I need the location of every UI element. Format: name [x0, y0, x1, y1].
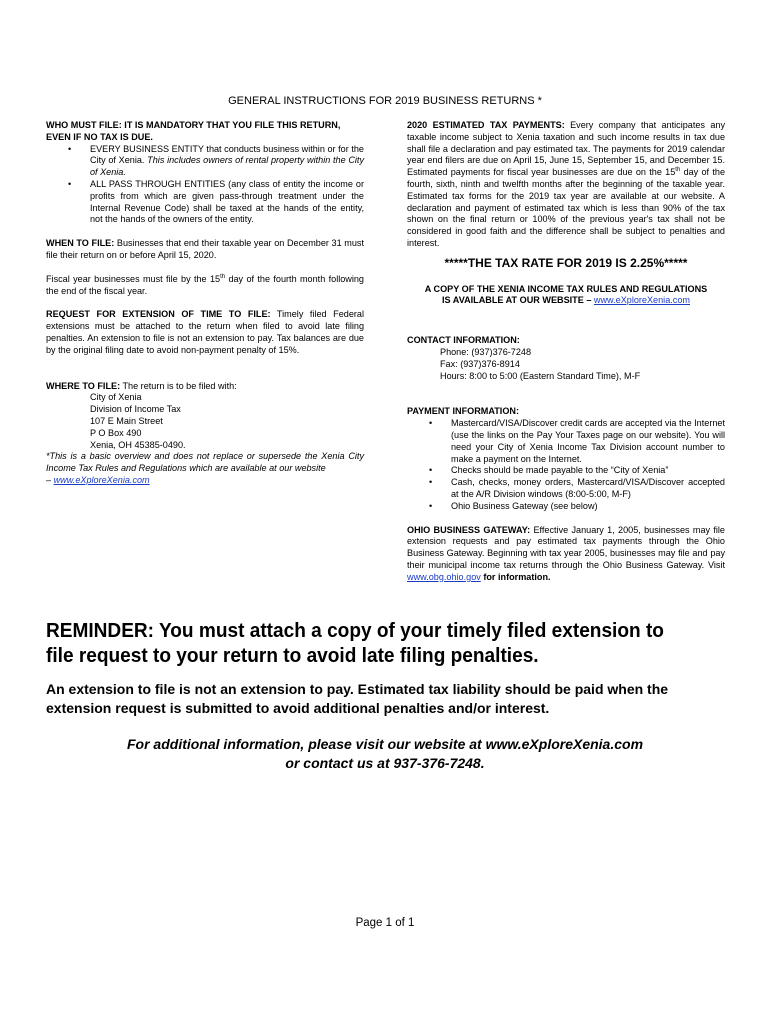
list-item: • Cash, checks, money orders, Mastercard/VISA/Discover accepted at the A/R Division windows (8:00-5:00, M-F): [451, 477, 725, 501]
estimated-tax-label: 2020 ESTIMATED TAX PAYMENTS:: [407, 120, 565, 130]
contact-fax: Fax: (937)376-8914: [440, 358, 520, 369]
when-to-file-label: WHEN TO FILE:: [46, 238, 115, 249]
overview-note-dash: –: [46, 474, 54, 485]
contact-phone: Phone: (937)376-7248: [440, 346, 532, 357]
ohio-business-gateway-section: [407, 525, 725, 584]
contact-section: [407, 335, 725, 382]
fiscal-year-paragraph: [46, 274, 364, 298]
obg-text: Effective January 1, 2005, businesses may file extension requests and pay estimated tax payments through the Ohio Business Gateway. Beginning with tax year 2005, businesses may file and pay their municipal income tax returns through the Ohio Business Gateway. Visit: [407, 524, 725, 570]
fiscal-text-post: day of the fourth month following the end of the fiscal year.: [46, 273, 364, 296]
right-column: [407, 120, 725, 584]
extension-label: REQUEST FOR EXTENSION OF TIME TO FILE:: [46, 309, 271, 320]
address-line: 107 E Main Street: [90, 415, 163, 426]
address-line: Xenia, OH 45385-0490.: [90, 439, 186, 450]
obg-link[interactable]: www.obg.ohio.gov: [407, 571, 481, 582]
estimated-tax-sup: th: [675, 167, 681, 174]
address-line: City of Xenia: [90, 392, 142, 403]
list-item: • Mastercard/VISA/Discover credit cards are accepted via the Internet (use the links on the Pay Your Taxes page on our website). You will need your City of Xenia Income Tax Division account number to make a payment on the Internet.: [451, 418, 725, 465]
website-link[interactable]: www.eXploreXenia.com: [593, 295, 690, 306]
tax-rate-banner: *****THE TAX RATE FOR 2019 IS 2.25%*****: [444, 255, 688, 270]
rules-line-1: A COPY OF THE XENIA INCOME TAX RULES AND REGULATIONS: [424, 283, 708, 294]
contact-hours: Hours: 8:00 to 5:00 (Eastern Standard Time), M-F: [440, 370, 641, 381]
rules-line-2: IS AVAILABLE AT OUR WEBSITE –: [442, 295, 594, 306]
where-to-file-text: The return is to be filed with:: [120, 380, 237, 391]
address-line: Division of Income Tax: [90, 404, 181, 415]
extension-section: [46, 309, 364, 356]
payment-section: [407, 406, 725, 512]
overview-note-text: *This is a basic overview and does not replace or supersede the Xenia City Income Tax Rules and Regulations which are available at our website: [46, 451, 364, 474]
who-bullet-1-italic: This includes owners of rental property within the City of Xenia.: [90, 155, 364, 178]
list-item: • Ohio Business Gateway (see below): [451, 501, 725, 513]
obg-end: for information.: [480, 571, 551, 582]
estimated-tax-section: [407, 120, 725, 250]
fiscal-sup: th: [220, 273, 226, 280]
where-to-file-section: [46, 381, 364, 487]
when-to-file-section: [46, 238, 364, 262]
additional-info: [0, 735, 770, 772]
payment-label: PAYMENT INFORMATION:: [407, 406, 519, 417]
estimated-tax-text-2: day of the fourth, sixth, ninth and twelfth months after the beginning of the taxable year. Estimated tax forms for the 2019 tax year are available at our website. A declaration and payment of estimated tax which is less than 90% of the tax shown on the final return or 100% of the previous year's tax shall not be considered in good faith and the difference shall be subject to penalties and interest.: [407, 167, 725, 248]
contact-details: [407, 347, 725, 382]
payment-list: [407, 418, 725, 512]
who-must-file-heading: WHO MUST FILE: IT IS MANDATORY THAT YOU FILE THIS RETURN, EVEN IF NO TAX IS DUE.: [46, 120, 341, 142]
mailing-address: [46, 392, 364, 451]
extension-pay-note: An extension to file is not an extension to pay. Estimated tax liability should be paid when the extension request is submitted to avoid additional penalties and/or interest.: [46, 681, 669, 716]
left-column: [46, 120, 364, 487]
page-title: GENERAL INSTRUCTIONS FOR 2019 BUSINESS RETURNS *: [228, 95, 542, 107]
page-number: Page 1 of 1: [355, 917, 415, 929]
website-link[interactable]: www.eXploreXenia.com: [53, 474, 150, 485]
overview-note: [46, 451, 364, 486]
obg-label: OHIO BUSINESS GATEWAY:: [407, 524, 531, 535]
extension-text: Timely filed Federal extensions must be attached to the return when filed to avoid late filing penalties. An extension to file is not an extension to pay. Tax balances are due by the original filing date to avoid non-payment penalty of 15%.: [46, 309, 364, 355]
additional-info-line-1: For additional information, please visit our website at www.eXploreXenia.com: [126, 736, 644, 752]
rules-availability: [407, 284, 725, 308]
address-line: P O Box 490: [90, 427, 142, 438]
list-item: [90, 144, 364, 179]
fiscal-text-pre: Fiscal year businesses must file by the 15: [46, 273, 221, 284]
list-item: • Checks should be made payable to the “City of Xenia”: [451, 465, 725, 477]
who-must-file-list: [46, 144, 364, 227]
list-item: • ALL PASS THROUGH ENTITIES (any class of entity the income or profits from which are given pass-through treatment under the Internal Revenue Code) shall be taxed at the hands of the entity, not the hands of the owners of the entity.: [90, 179, 364, 226]
estimated-tax-text-1: Every company that anticipates any taxable income subject to Xenia taxation and such income results in tax due shall file a declaration and pay estimated tax. The payments for 2019 calendar year end filers are due on April 15, June 15, September 15, and December 15. Estimated payments for fiscal year businesses are due on the 15: [407, 120, 725, 178]
who-must-file-section: [46, 120, 364, 226]
additional-info-line-2: or contact us at 937-376-7248.: [285, 754, 485, 771]
who-bullet-1-text: EVERY BUSINESS ENTITY that conducts business within or for the City of Xenia.: [90, 143, 364, 166]
contact-label: CONTACT INFORMATION:: [407, 335, 520, 346]
reminder-heading: REMINDER: You must attach a copy of your timely filed extension to file request to your return to avoid late filing penalties.: [46, 619, 664, 667]
when-to-file-text: Businesses that end their taxable year on December 31 must file their return on or before April 15, 2020.: [46, 238, 365, 260]
where-to-file-label: WHERE TO FILE:: [46, 380, 121, 391]
